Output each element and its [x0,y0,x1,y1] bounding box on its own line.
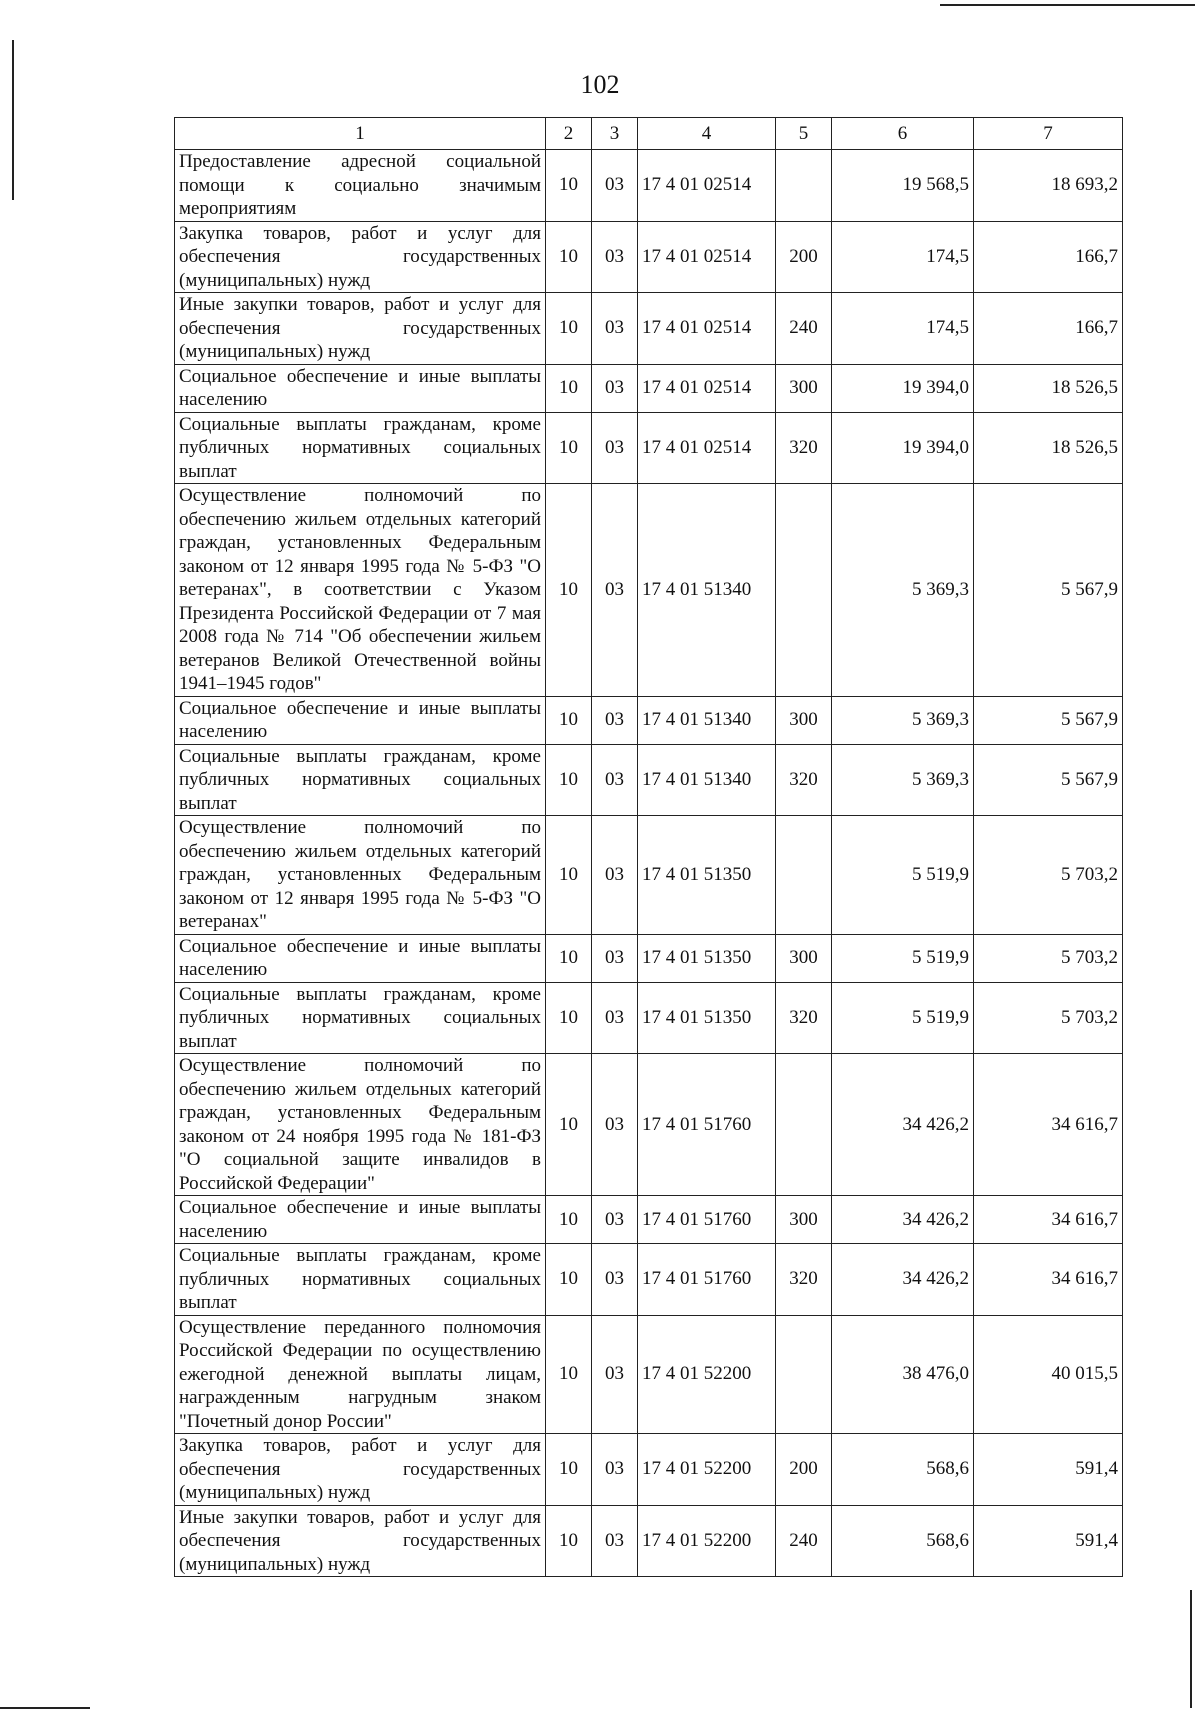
row-amount-col6: 568,6 [832,1505,974,1577]
table-header-row [175,118,1123,150]
row-section-code: 10 [546,1505,592,1577]
row-amount-col7: 18 526,5 [974,412,1123,484]
row-subsection-code: 03 [592,1315,638,1434]
row-target-article: 17 4 01 51760 [638,1244,776,1316]
row-section-code: 10 [546,982,592,1054]
row-subsection-code: 03 [592,1434,638,1506]
table-row [175,934,1123,982]
row-description: Социальные выплаты гражданам, кроме публичных нормативных социальных выплат [175,1244,546,1316]
row-target-article: 17 4 01 51340 [638,744,776,816]
header-col-6: 6 [832,118,974,150]
row-expense-type [776,484,832,697]
row-amount-col6: 19 568,5 [832,150,974,222]
row-subsection-code: 03 [592,293,638,365]
page-number: 102 [580,70,620,99]
row-description: Осуществление полномочий по обеспечению жильем отдельных категорий граждан, установленных Федеральным законом от 12 января 1995 года № 5-ФЗ "О ветеранах" [175,816,546,935]
row-description: Иные закупки товаров, работ и услуг для обеспечения государственных (муниципальных) нужд [175,1505,546,1577]
header-col-3: 3 [592,118,638,150]
row-amount-col7: 5 567,9 [974,696,1123,744]
row-description: Социальное обеспечение и иные выплаты населению [175,934,546,982]
row-amount-col7: 5 567,9 [974,484,1123,697]
row-amount-col6: 5 369,3 [832,744,974,816]
row-target-article: 17 4 01 52200 [638,1505,776,1577]
row-description: Осуществление переданного полномочия Российской Федерации по осуществлению ежегодной денежной выплаты лицам, награжденным нагрудным знаком "Почетный донор России" [175,1315,546,1434]
row-description: Социальное обеспечение и иные выплаты населению [175,1196,546,1244]
row-target-article: 17 4 01 51350 [638,982,776,1054]
row-description: Предоставление адресной социальной помощи к социально значимым мероприятиям [175,150,546,222]
row-amount-col7: 591,4 [974,1434,1123,1506]
row-subsection-code: 03 [592,412,638,484]
table-row [175,150,1123,222]
row-section-code: 10 [546,696,592,744]
row-amount-col6: 174,5 [832,293,974,365]
row-amount-col6: 568,6 [832,1434,974,1506]
row-expense-type [776,150,832,222]
row-amount-col7: 5 567,9 [974,744,1123,816]
table-body [175,150,1123,1577]
row-subsection-code: 03 [592,1054,638,1196]
row-amount-col6: 5 369,3 [832,696,974,744]
header-col-5: 5 [776,118,832,150]
scan-edge-line [940,4,1195,6]
row-subsection-code: 03 [592,696,638,744]
row-amount-col6: 5 369,3 [832,484,974,697]
row-amount-col6: 34 426,2 [832,1196,974,1244]
table-row [175,1244,1123,1316]
row-amount-col6: 5 519,9 [832,982,974,1054]
header-col-4: 4 [638,118,776,150]
row-description: Иные закупки товаров, работ и услуг для обеспечения государственных (муниципальных) нужд [175,293,546,365]
row-target-article: 17 4 01 02514 [638,221,776,293]
row-expense-type: 240 [776,1505,832,1577]
row-amount-col6: 19 394,0 [832,412,974,484]
row-expense-type: 320 [776,982,832,1054]
row-amount-col6: 34 426,2 [832,1244,974,1316]
row-expense-type: 200 [776,1434,832,1506]
table-row [175,1505,1123,1577]
row-subsection-code: 03 [592,221,638,293]
scan-edge-line [0,1707,90,1709]
row-amount-col7: 34 616,7 [974,1244,1123,1316]
row-expense-type: 320 [776,1244,832,1316]
row-description: Социальное обеспечение и иные выплаты населению [175,696,546,744]
row-amount-col7: 5 703,2 [974,816,1123,935]
row-section-code: 10 [546,364,592,412]
row-expense-type: 240 [776,293,832,365]
row-amount-col7: 40 015,5 [974,1315,1123,1434]
header-col-7: 7 [974,118,1123,150]
row-expense-type: 300 [776,696,832,744]
row-section-code: 10 [546,150,592,222]
row-section-code: 10 [546,744,592,816]
row-section-code: 10 [546,934,592,982]
row-amount-col7: 166,7 [974,221,1123,293]
row-expense-type: 300 [776,934,832,982]
row-subsection-code: 03 [592,484,638,697]
row-amount-col7: 18 693,2 [974,150,1123,222]
row-target-article: 17 4 01 52200 [638,1315,776,1434]
row-amount-col6: 5 519,9 [832,934,974,982]
row-description: Осуществление полномочий по обеспечению жильем отдельных категорий граждан, установленных Федеральным законом от 24 ноября 1995 года № 181-ФЗ "О социальной защите инвалидов в Российской Федерации" [175,1054,546,1196]
row-expense-type [776,816,832,935]
row-target-article: 17 4 01 51760 [638,1196,776,1244]
row-target-article: 17 4 01 51350 [638,934,776,982]
row-description: Социальное обеспечение и иные выплаты населению [175,364,546,412]
table-row [175,1196,1123,1244]
row-target-article: 17 4 01 51340 [638,484,776,697]
table-row [175,293,1123,365]
row-expense-type [776,1315,832,1434]
row-section-code: 10 [546,1244,592,1316]
table-row [175,816,1123,935]
row-description: Закупка товаров, работ и услуг для обеспечения государственных (муниципальных) нужд [175,1434,546,1506]
row-target-article: 17 4 01 02514 [638,412,776,484]
row-description: Закупка товаров, работ и услуг для обеспечения государственных (муниципальных) нужд [175,221,546,293]
row-target-article: 17 4 01 02514 [638,364,776,412]
row-section-code: 10 [546,1196,592,1244]
row-description: Осуществление полномочий по обеспечению жильем отдельных категорий граждан, установленных Федеральным законом от 12 января 1995 года № 5-ФЗ "О ветеранах", в соответствии с Указом Президента Российской Федерации от 7 мая 2008 года № 714 "Об обеспечении жильем ветеранов Великой Отечественной войны 1941–1945 годов" [175,484,546,697]
row-subsection-code: 03 [592,364,638,412]
row-amount-col7: 34 616,7 [974,1196,1123,1244]
row-amount-col7: 166,7 [974,293,1123,365]
table-row [175,364,1123,412]
table-row [175,221,1123,293]
row-expense-type: 200 [776,221,832,293]
row-amount-col7: 34 616,7 [974,1054,1123,1196]
row-subsection-code: 03 [592,1196,638,1244]
row-amount-col6: 174,5 [832,221,974,293]
row-section-code: 10 [546,1315,592,1434]
row-expense-type [776,1054,832,1196]
row-section-code: 10 [546,1054,592,1196]
row-amount-col6: 19 394,0 [832,364,974,412]
row-amount-col7: 18 526,5 [974,364,1123,412]
row-subsection-code: 03 [592,816,638,935]
row-amount-col6: 38 476,0 [832,1315,974,1434]
row-subsection-code: 03 [592,1505,638,1577]
row-expense-type: 320 [776,744,832,816]
row-section-code: 10 [546,293,592,365]
row-subsection-code: 03 [592,150,638,222]
row-subsection-code: 03 [592,982,638,1054]
row-amount-col7: 5 703,2 [974,982,1123,1054]
row-target-article: 17 4 01 51350 [638,816,776,935]
table-row [175,982,1123,1054]
table-row [175,1434,1123,1506]
row-section-code: 10 [546,816,592,935]
row-amount-col6: 34 426,2 [832,1054,974,1196]
budget-table [174,117,1123,1577]
scan-edge-line [12,40,14,200]
row-amount-col6: 5 519,9 [832,816,974,935]
row-target-article: 17 4 01 51760 [638,1054,776,1196]
row-target-article: 17 4 01 51340 [638,696,776,744]
row-expense-type: 300 [776,364,832,412]
row-expense-type: 300 [776,1196,832,1244]
row-subsection-code: 03 [592,934,638,982]
row-description: Социальные выплаты гражданам, кроме публичных нормативных социальных выплат [175,412,546,484]
scan-edge-line [1190,1590,1192,1708]
table-row [175,696,1123,744]
row-section-code: 10 [546,1434,592,1506]
row-subsection-code: 03 [592,744,638,816]
row-subsection-code: 03 [592,1244,638,1316]
row-section-code: 10 [546,221,592,293]
header-col-2: 2 [546,118,592,150]
row-description: Социальные выплаты гражданам, кроме публичных нормативных социальных выплат [175,744,546,816]
row-expense-type: 320 [776,412,832,484]
row-target-article: 17 4 01 52200 [638,1434,776,1506]
table-row [175,1054,1123,1196]
table-row [175,744,1123,816]
row-section-code: 10 [546,412,592,484]
row-amount-col7: 5 703,2 [974,934,1123,982]
row-amount-col7: 591,4 [974,1505,1123,1577]
table-row [175,484,1123,697]
row-section-code: 10 [546,484,592,697]
header-col-1: 1 [175,118,546,150]
table-row [175,1315,1123,1434]
row-description: Социальные выплаты гражданам, кроме публичных нормативных социальных выплат [175,982,546,1054]
table-row [175,412,1123,484]
row-target-article: 17 4 01 02514 [638,150,776,222]
row-target-article: 17 4 01 02514 [638,293,776,365]
